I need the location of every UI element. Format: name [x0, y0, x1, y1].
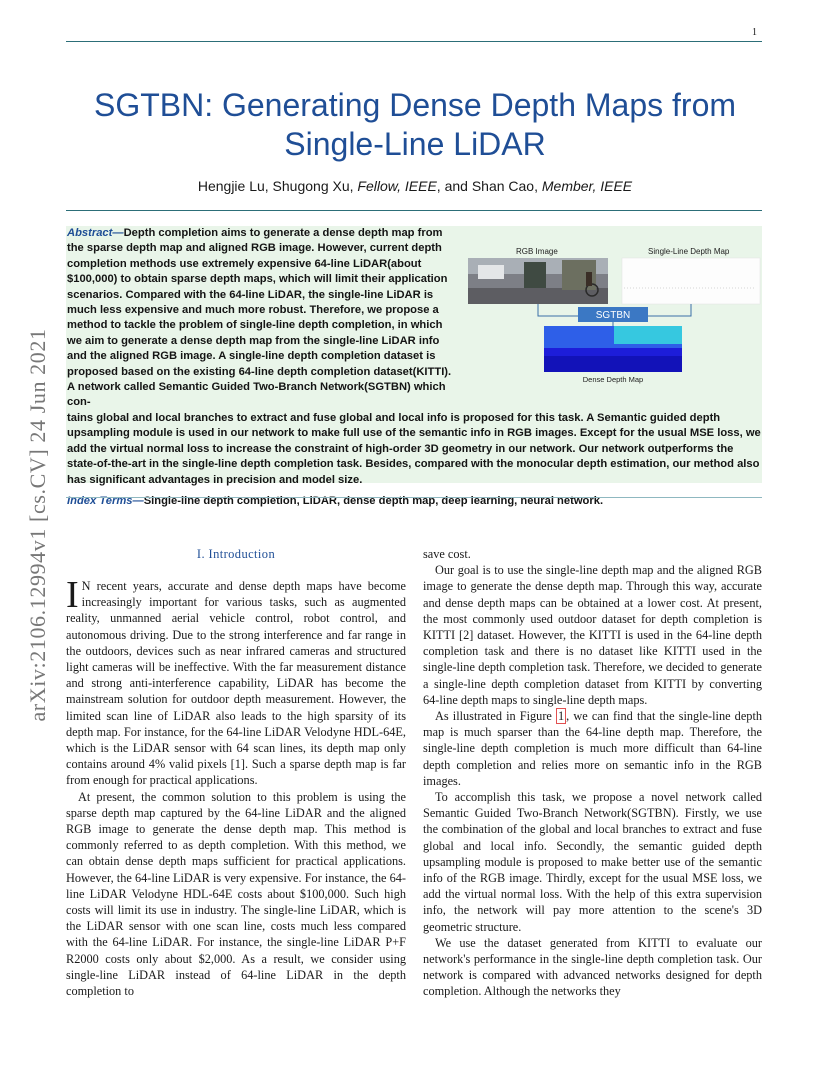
paragraph: Our goal is to use the single-line depth map and the aligned RGB image to generate the dense depth map. Through this way, accurate and dense depth maps can be obtained at a lower cost. At present, the most commonly used outdoor dataset for depth completion is KITTI [2] dataset. However, the KITTI is used in the 64-line depth completion task and there is no dataset like KITTI used in the single-line depth completion task. Therefore, we decided to generate a single-line depth completion dataset from KITTI by converting 64-line depth maps to single-line depth maps.: [423, 563, 762, 707]
author-names-1: Hengjie Lu, Shugong Xu,: [197, 178, 358, 194]
figure-link[interactable]: 1: [558, 709, 565, 724]
abstract-narrow-block: [67, 226, 455, 411]
overview-figure: [464, 238, 762, 386]
author-role-1: Fellow, IEEE: [357, 178, 437, 194]
abstract-text-part1: Depth completion aims to generate a dense depth map from the sparse depth map and aligned RGB image. However, current depth completion methods use extremely expensive 64-line LiDAR(about $100,000) to obtain sparse depth maps, which will limit their application scenarios. Compared with the 64-line LiDAR, the single-line LiDAR is much less expensive and much more robust. Therefore, we propose a method to tackle the problem of single-line depth completion, in which we aim to generate a dense depth map from the single-line LiDAR info and the aligned RGB image. A single-line depth completion dataset is proposed based on the existing 64-line depth completion dataset(KITTI). A network called Semantic Guided Two-Branch Network(SGTBN) which con-: [67, 227, 452, 409]
paragraph: [423, 708, 762, 789]
index-terms-text: Single-line depth completion, LiDAR, dense depth map, deep learning, neural network.: [143, 494, 604, 507]
paragraph: At present, the common solution to this problem is using the sparse depth map captured by the 64-line LiDAR and the aligned RGB image to generate the dense depth map. This method is commonly referred to as depth completion. With this method, we can obtain dense depth maps sufficient for practical applications. However, the 64-line LiDAR is very expensive. For instance, the 64-line LiDAR Velodyne HDL-64E costs about $100,000. Such high costs will limit its use in industry. The single-line LiDAR, which is the LiDAR sensor with one scan line, costs much less compared with the 64-line LiDAR. For instance, the single-line LiDAR P+F R2000 costs only about $2,000. As a result, we consider using single-line LiDAR instead of 64-line LiDAR in the depth completion to: [66, 789, 406, 999]
arrow-from-lidar: [648, 304, 691, 316]
abstract-label: Abstract—: [67, 227, 124, 239]
paragraph-text: As illustrated in Figure: [435, 709, 557, 724]
section-heading: I. Introduction: [196, 547, 276, 561]
right-column: [423, 546, 762, 1000]
paragraph-text: N recent years, accurate and dense depth maps have become increasingly important for various tasks, such as augmented reality, unmanned aerial vehicle control, robot control, and autonomous driving. Due to the strong interference and far range in the outdoors, devices such as near infrared cameras and structured light cameras will be ineffective. With the far measurement distance and strong anti-interference capability, LiDAR has become the mainstream solution for outdoor depth measurement. However, the limited scan line of LiDAR also leads to the high sparsity of its depth map. For instance, for the 64-line LiDAR Velodyne HDL-64E, which is the LiDAR sensor with 64 scan lines, its depth map only contains around 4% valid pixels [1]. Such a sparse depth map is far from enough for practical applications.: [66, 579, 406, 788]
figure-label-dense: Dense Depth Map: [582, 375, 644, 384]
arxiv-id: arXiv:2106.12994v1 [cs.CV] 24 Jun 2021: [25, 328, 50, 722]
paragraph-text: , we can find that the single-line depth map is much sparser than the 64-line depth map. Therefore, the single-line depth completion is much more difficult than 64-line depth completion and relies more on semantic info in the RGB images.: [423, 709, 763, 788]
figure-label-rgb: RGB Image: [516, 247, 558, 256]
header-rule: [66, 41, 762, 42]
dense-depth-map: [544, 326, 682, 372]
left-column: [66, 574, 406, 999]
car-shape: [478, 265, 504, 279]
author-names-2: , and Shan Cao,: [436, 178, 542, 194]
arxiv-stamp: [18, 290, 58, 760]
sgtbn-label: SGTBN: [595, 310, 631, 321]
paragraph: [66, 574, 406, 789]
page-number: 1: [752, 27, 757, 38]
figure-label-single-line: Single-Line Depth Map: [648, 247, 730, 256]
rgb-image: [468, 258, 608, 304]
arrow-from-rgb: [538, 304, 578, 316]
paper-title: [40, 86, 790, 164]
paragraph: save cost.: [423, 547, 471, 561]
abstract-rule: [66, 497, 762, 498]
paragraph: We use the dataset generated from KITTI to evaluate our network's performance in the single-line depth completion task. Our network is compared with advanced networks designed for depth completion. Although the networks they: [423, 935, 762, 999]
title-rule: [66, 210, 762, 211]
abstract-text-part2: tains global and local branches to extract and fuse global and local info is proposed for this task. A Semantic guided depth upsampling module is used in our network to make full use of the semantic info in RGB images. Except for the usual MSE loss, we add the virtual normal loss to increase the constraint of high-order 3D geometry in our network. Our network outperforms the state-of-the-art in the single-line depth completion task. Besides, compared with the monocular depth estimation, our method also has significant advantages in precision and model size.: [67, 411, 761, 486]
single-line-depth-map: [622, 258, 760, 304]
drop-cap: I: [66, 574, 79, 616]
title-line-2: Single-Line LiDAR: [284, 126, 546, 162]
paragraph: To accomplish this task, we propose a novel network called Semantic Guided Two-Branch Network(SGTBN). Firstly, we use the combination of the global and local branches to extract and fuse global and local info. Secondly, the semantic guided depth upsampling module is proposed to make better use of the semantic info of the RGB image. Thirdly, except for the usual MSE loss, we add the virtual normal loss. With the help of this extra supervision info, the network will pay more attention to the scene's 3D geometric structure.: [423, 790, 762, 934]
author-role-2: Member, IEEE: [541, 178, 633, 194]
author-line: [40, 178, 790, 194]
index-terms-label: Index Terms—: [67, 494, 144, 507]
title-line-1: SGTBN: Generating Dense Depth Maps from: [93, 87, 737, 123]
